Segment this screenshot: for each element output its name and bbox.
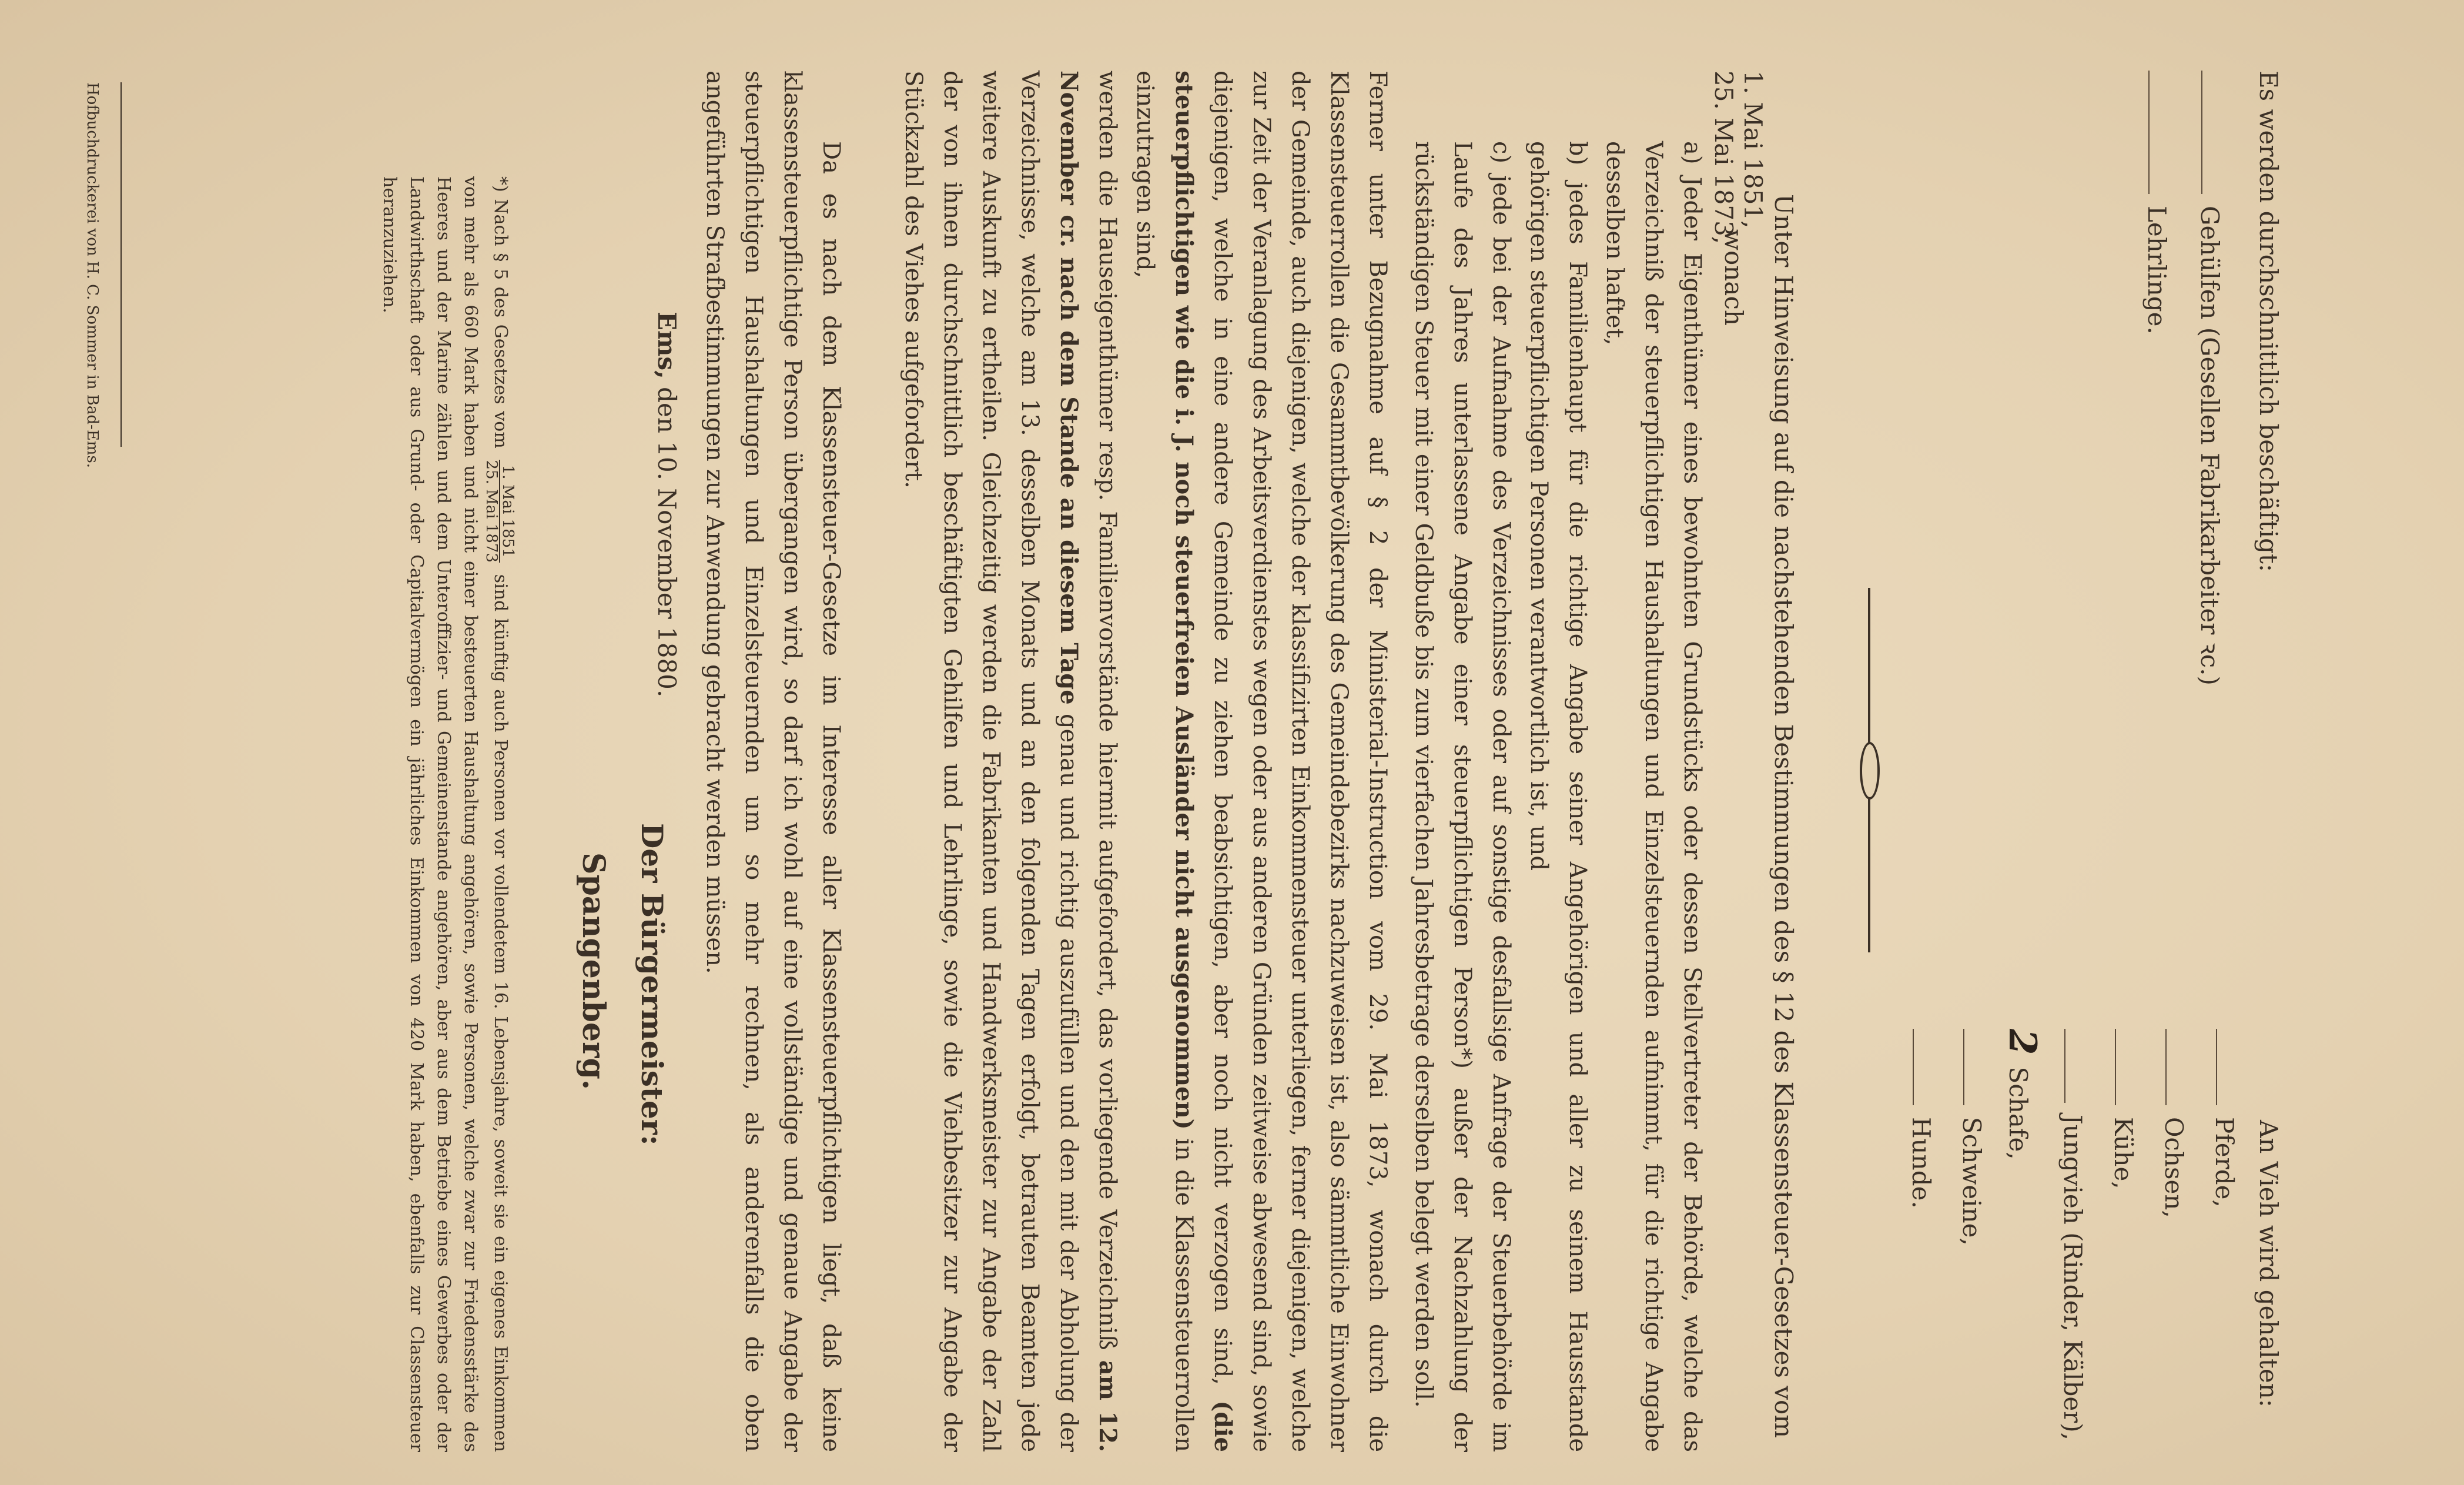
employees-item-apprentices (2137, 71, 2176, 335)
date-text: den 10. November 1880. (652, 387, 681, 698)
footnote-law-2: 25. Mai 1873 (483, 460, 500, 563)
employees-item-assistants (2190, 71, 2229, 685)
paragraph-werden (894, 71, 1127, 1452)
livestock-item (2142, 1029, 2193, 1440)
blank-line (2165, 1029, 2184, 1105)
livestock-item (1890, 1029, 1940, 1440)
livestock-label: Jungvieh (Rinder, Kälber), (2058, 1114, 2087, 1440)
livestock-intro: An Vieh wird gehalten: (2254, 1120, 2283, 1407)
blank-line (2115, 1029, 2134, 1105)
footnote-text-1: *) Nach § 5 des Gesetzes vom (490, 176, 511, 449)
paragraph-da: Da es nach dem Klassensteuer-Gesetze im Interesse aller Klassensteuerpflichtigen liegt, daß keine klassensteuerpflichtige Person übergangen wird, so darf ich wohl auf eine vollständige und genaue Angabe der steuerpflichtigen Haushaltungen und Einzelsteuernden um so mehr rechnen, als anderenfalls die oben angeführten Strafbestimmungen zur Anwendung gebracht werden müssen. (701, 71, 845, 1452)
livestock-item (2092, 1029, 2142, 1440)
livestock-list (1890, 1029, 2244, 1440)
livestock-item (1940, 1029, 1991, 1440)
livestock-label: Hunde. (1907, 1117, 1936, 1209)
ornament-center (1860, 742, 1880, 800)
livestock-label: Ochsen, (2160, 1117, 2188, 1218)
reference-line: Unter Hinweisung auf die nachstehenden Bestimmungen des § 12 des Klassensteuer-Gesetzes vom (1769, 194, 1798, 1439)
footnote-law-stack (484, 460, 515, 562)
paragraph-c: c) jede bei der Aufnahme des Verzeichnisses oder auf sonstige desfallsige Anfrage der Steuerbehörde im Laufe des Jahres unterlassene Angabe einer steuerpflichtigen Person*) außer der Nachzahlung der rückständigen Steuer mit einer Geldbuße bis zum vierfachen Jahresbetrage derselben belegt werden soll. (1410, 141, 1515, 1452)
ferner-bold-text: (die steuerpflichtigen wie die i. J. noch steuerfreien Ausländer nicht ausgenommen) (1170, 71, 1237, 1452)
handwritten-count: 2 (2000, 1029, 2044, 1055)
werden-text-2: genau und richtig auszufüllen und den mit der Abholung der Verzeichnisse, welche am 13. desselben Monats und an den folgenden Tagen erfolgt, betrauten Beamten jede weitere Auskunft zu ertheilen. Gleichzeitig werden die Fabrikanten und Handwerksmeister zur Angabe der Zahl der von ihnen durchschnittlich beschäftigten Gehilfen und Lehrlinge, sowie die Viehbesitzer zur Angabe der Stückzahl des Viehes aufgefordert. (900, 71, 1082, 1453)
footnote-law-1: 1. Mai 1851 (499, 460, 515, 562)
employees-intro: Es werden durchschnittlich beschäftigt: (2254, 71, 2283, 573)
paragraph-ferner (1126, 71, 1397, 1452)
footnote-text-2: sind künftig auch Personen vor vollendetem 16. Lebensjahre, soweit sie ein eigenes Einkommen von mehr als 660 Mark haben und nicht einer besteuerten Haushaltung angehören, sowie Personen, welche zwar zur Friedensstärke des Heeres und der Marine zählen und dem Unteroffizier- und Gemeinenstande angehören, aber aus dem Betriebe eines Gewerbes oder der Landwirthschaft oder aus Grund- oder Capitalvermögen ein jährliches Einkommen von 420 Mark haben, ebenfalls zur Classensteuer heranzuziehen. (379, 176, 511, 1452)
ferner-text: Ferner unter Bezugnahme auf § 2 der Ministerial-Instruction vom 29. Mai 1873, wonach durch die Klassensteuerrollen die Gesammtbevölkerung des Gemeindebezirks nachzuweisen ist, also sämmtliche Einwohner der Gemeinde, auch diejenigen, welche der klassifizirten Einkommensteuer unterliegen, ferner diejenigen, welche zur Zeit der Veranlagung des Arbeitsverdienstes wegen oder aus anderen Gründen zeitweise abwesend sind, sowie diejenigen, welche in eine andere Gemeinde zu ziehen beabsichtigen, aber noch nicht verzogen sind, (1209, 71, 1391, 1452)
blank-line (1913, 1029, 1931, 1105)
law-date-1: 1. Mai 1851, (1739, 71, 1767, 229)
paragraph-b: b) jedes Familienhaupt für die richtige Angabe seiner Angehörigen und aller zu seinem Hausstande gehörigen steuerpflichtigen Personen verantwortlich ist, und (1525, 141, 1591, 1452)
livestock-label: Schweine, (1957, 1117, 1986, 1246)
werden-text-1: werden die Hauseigenthümer resp. Familienvorstände hiermit aufgefordert, das vorliegende Verzeichniß (1094, 71, 1121, 1350)
printer-rule (120, 82, 122, 447)
signature-name: Spangenberg. (575, 852, 611, 1090)
blank-line (2148, 71, 2167, 194)
ferner-end-text: in die Klassensteuerrollen einzutragen sind, (1131, 71, 1197, 1452)
employees-item-label: Lehrlinge. (2142, 206, 2171, 335)
livestock-item (1991, 1029, 2044, 1440)
paragraph-a: a) Jeder Eigenthümer eines bewohnten Grundstücks oder dessen Stellvertreter der Behörde, welche das Verzeichniß der steuerpflichtigen Haushaltungen und Einzelsteuernden aufnimmt, für die richtige Angabe desselben haftet, (1601, 141, 1706, 1452)
livestock-label: Pferde, (2210, 1117, 2239, 1208)
blank-line (2216, 1029, 2235, 1105)
printer-line: Hofbuchdruckerei von H. C. Sommer in Bad-Ems. (83, 82, 101, 469)
livestock-label: Kühe, (2109, 1117, 2138, 1189)
livestock-label: Schafe, (2004, 1066, 2033, 1160)
livestock-item (2041, 1029, 2092, 1440)
livestock-item (2193, 1029, 2244, 1440)
footnote (376, 176, 515, 1452)
blank-line (1963, 1029, 1982, 1105)
law-date-2: 25. Mai 1873, (1709, 71, 1738, 245)
place-date (647, 312, 686, 697)
blank-line (2201, 71, 2220, 194)
werden-bold-text: am 12. November cr. nach dem Stande an diesem Tage (1055, 71, 1121, 1452)
signature-title: Der Bürgermeister: (635, 823, 669, 1146)
blank-line (2064, 1029, 2083, 1103)
place-name: Ems, (652, 312, 681, 379)
employees-item-label: Gehülfen (Gesellen Fabrikarbeiter ꝛc.) (2195, 206, 2224, 685)
wonach-text: wonach (1719, 229, 1748, 326)
